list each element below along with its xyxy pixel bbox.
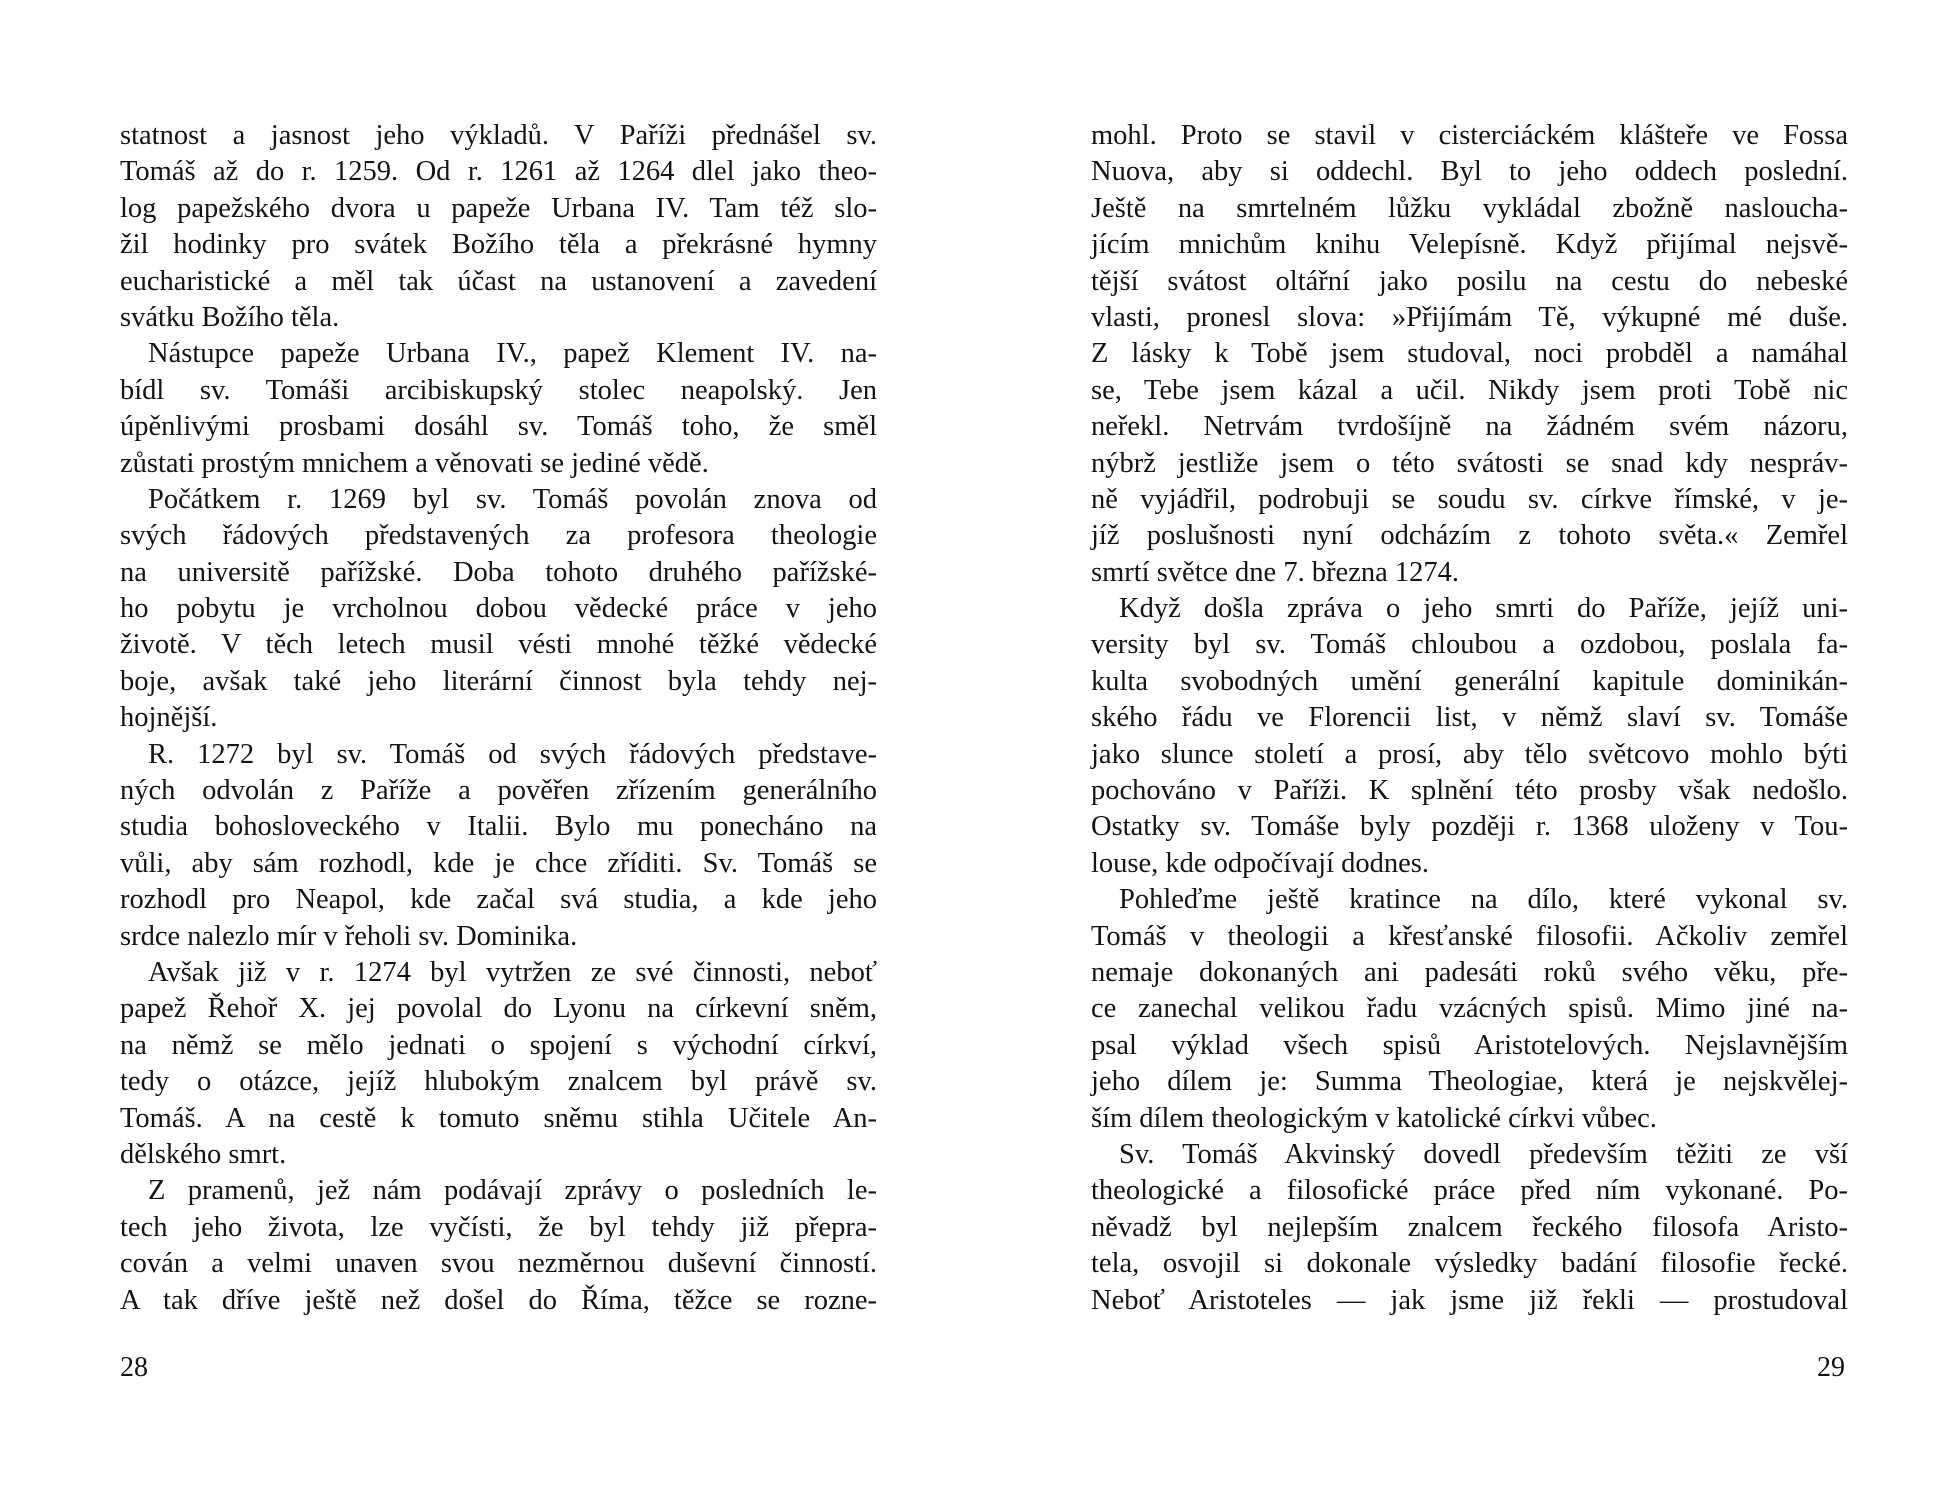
text-line: jako slunce století a prosí, aby tělo světcovo mohlo býti <box>1091 738 1848 770</box>
text-line: svátku Božího těla. <box>120 301 340 333</box>
text-line: vůli, aby sám rozhodl, kde je chce zříditi. Sv. Tomáš se <box>120 847 877 879</box>
text-line: rozhodl pro Neapol, kde začal svá studia, a kde jeho <box>120 884 877 916</box>
paragraph-first-line: Nástupce papeže Urbana IV., papež Klement IV. na- <box>148 338 877 370</box>
text-line: tech jeho života, lze vyčísti, že byl tehdy již přepra- <box>120 1211 877 1243</box>
text-line: tější svátost oltářní jako posilu na cestu do nebeské <box>1091 265 1848 297</box>
text-line: Ostatky sv. Tomáše byly později r. 1368 uloženy v Tou- <box>1091 811 1848 843</box>
text-line: Tomáš až do r. 1259. Od r. 1261 až 1264 dlel jako theo- <box>120 156 877 188</box>
text-line: svých řádových představených za profesora theologie <box>120 520 877 552</box>
paragraph-first-line: Počátkem r. 1269 byl sv. Tomáš povolán znova od <box>148 483 877 515</box>
text-line: ho pobytu je vrcholnou dobou vědecké práce v jeho <box>120 593 877 625</box>
text-line: ského řádu ve Florencii list, v němž slaví sv. Tomáše <box>1091 702 1848 734</box>
text-line: zůstati prostým mnichem a věnovati se jediné vědě. <box>120 447 709 479</box>
text-line: Nuova, aby si oddechl. Byl to jeho oddech poslední. <box>1091 156 1848 188</box>
paragraph-first-line: Avšak již v r. 1274 byl vytržen ze své činnosti, neboť <box>148 956 877 988</box>
paragraph-first-line: Sv. Tomáš Akvinský dovedl především těžiti ze vší <box>1119 1138 1848 1170</box>
text-line: cován a velmi unaven svou nezměrnou duševní činností. <box>120 1248 877 1280</box>
text-line: smrtí světce dne 7. března 1274. <box>1091 556 1460 588</box>
paragraph-first-line: Z pramenů, jež nám podávají zprávy o posledních le- <box>148 1175 877 1207</box>
text-line: log papežského dvora u papeže Urbana IV. Tam též slo- <box>120 192 877 224</box>
text-line: pochováno v Paříži. K splnění této prosby však nedošlo. <box>1091 775 1848 807</box>
text-line: Tomáš. A na cestě k tomuto sněmu stihla Učitele An- <box>120 1102 877 1134</box>
text-line: boje, avšak také jeho literární činnost byla tehdy nej- <box>120 665 877 697</box>
paragraph-first-line: Pohleďme ještě kratince na dílo, které vykonal sv. <box>1119 884 1848 916</box>
text-line: studia bohosloveckého v Italii. Bylo mu ponecháno na <box>120 811 877 843</box>
text-line: srdce nalezlo mír v řeholi sv. Dominika. <box>120 920 578 952</box>
text-line: Tomáš v theologii a křesťanské filosofii. Ačkoliv zemřel <box>1091 920 1848 952</box>
left-page-text <box>120 118 877 1319</box>
text-line: tedy o otázce, jejíž hlubokým znalcem byl právě sv. <box>120 1066 877 1098</box>
text-line: úpěnlivými prosbami dosáhl sv. Tomáš toho, že směl <box>120 411 877 443</box>
text-line: jeho dílem je: Summa Theologiae, která je nejskvělej- <box>1091 1066 1848 1098</box>
text-line: Neboť Aristoteles — jak jsme již řekli — prostudoval <box>1091 1284 1848 1316</box>
paragraph-first-line: R. 1272 byl sv. Tomáš od svých řádových představe- <box>148 738 877 770</box>
text-line: na universitě pařížské. Doba tohoto druhého pařížské- <box>120 556 877 588</box>
text-line: dělského smrt. <box>120 1138 287 1170</box>
text-line: Ještě na smrtelném lůžku vykládal zbožně nasloucha- <box>1091 192 1848 224</box>
text-line: něvadž byl nejlepším znalcem řeckého filosofa Aristo- <box>1091 1211 1848 1243</box>
text-line: nemaje dokonaných ani padesáti roků svého věku, pře- <box>1091 956 1848 988</box>
text-line: ce zanechal velikou řadu vzácných spisů. Mimo jiné na- <box>1091 993 1848 1025</box>
text-line: papež Řehoř X. jej povolal do Lyonu na církevní sněm, <box>120 993 877 1025</box>
text-line: ných odvolán z Paříže a pověřen zřízením generálního <box>120 775 877 807</box>
text-line: neřekl. Netrvám tvrdošíjně na žádném svém názoru, <box>1091 411 1848 443</box>
text-line: eucharistické a měl tak účast na ustanovení a zavedení <box>120 265 877 297</box>
text-line: mohl. Proto se stavil v cisterciáckém klášteře ve Fossa <box>1091 120 1848 151</box>
page-number-right: 29 <box>1817 1352 1845 1383</box>
text-line: psal výklad všech spisů Aristotelových. Nejslavnějším <box>1091 1029 1848 1061</box>
text-line: nýbrž jestliže jsem o této svátosti se snad kdy nespráv- <box>1091 447 1848 479</box>
text-line: versity byl sv. Tomáš chloubou a ozdobou, poslala fa- <box>1091 629 1848 661</box>
text-line: louse, kde odpočívají dodnes. <box>1091 847 1429 879</box>
text-line: A tak dříve ještě než došel do Říma, těžce se rozne- <box>120 1284 877 1316</box>
text-line: bídl sv. Tomáši arcibiskupský stolec neapolský. Jen <box>120 374 877 406</box>
text-line: hojnější. <box>120 702 218 734</box>
text-line: statnost a jasnost jeho výkladů. V Paříži přednášel sv. <box>120 120 877 151</box>
text-line: vlasti, pronesl slova: »Přijímám Tě, výkupné mé duše. <box>1091 301 1848 333</box>
text-line: jícím mnichům knihu Velepísně. Když přijímal nejsvě- <box>1091 229 1848 261</box>
text-line: životě. V těch letech musil vésti mnohé těžké vědecké <box>120 629 877 661</box>
text-line: ně vyjádřil, podrobuji se soudu sv. církve římské, v je- <box>1091 483 1848 515</box>
text-line: theologické a filosofické práce před ním vykonané. Po- <box>1091 1175 1848 1207</box>
text-line: kulta svobodných umění generální kapitule dominikán- <box>1091 665 1848 697</box>
text-line: na němž se mělo jednati o spojení s východní církví, <box>120 1029 877 1061</box>
right-page-text <box>1091 118 1848 1319</box>
text-line: ším dílem theologickým v katolické církvi vůbec. <box>1091 1102 1657 1134</box>
text-line: žil hodinky pro svátek Božího těla a překrásné hymny <box>120 229 877 261</box>
page-number-left: 28 <box>120 1352 148 1383</box>
paragraph-first-line: Když došla zpráva o jeho smrti do Paříže, jejíž uni- <box>1119 593 1848 625</box>
text-line: Z lásky k Tobě jsem studoval, noci probděl a namáhal <box>1091 338 1848 370</box>
text-line: tela, osvojil si dokonale výsledky badání filosofie řecké. <box>1091 1248 1848 1280</box>
text-line: se, Tebe jsem kázal a učil. Nikdy jsem proti Tobě nic <box>1091 374 1848 406</box>
text-line: jíž poslušnosti nyní odcházím z tohoto světa.« Zemřel <box>1091 520 1848 552</box>
